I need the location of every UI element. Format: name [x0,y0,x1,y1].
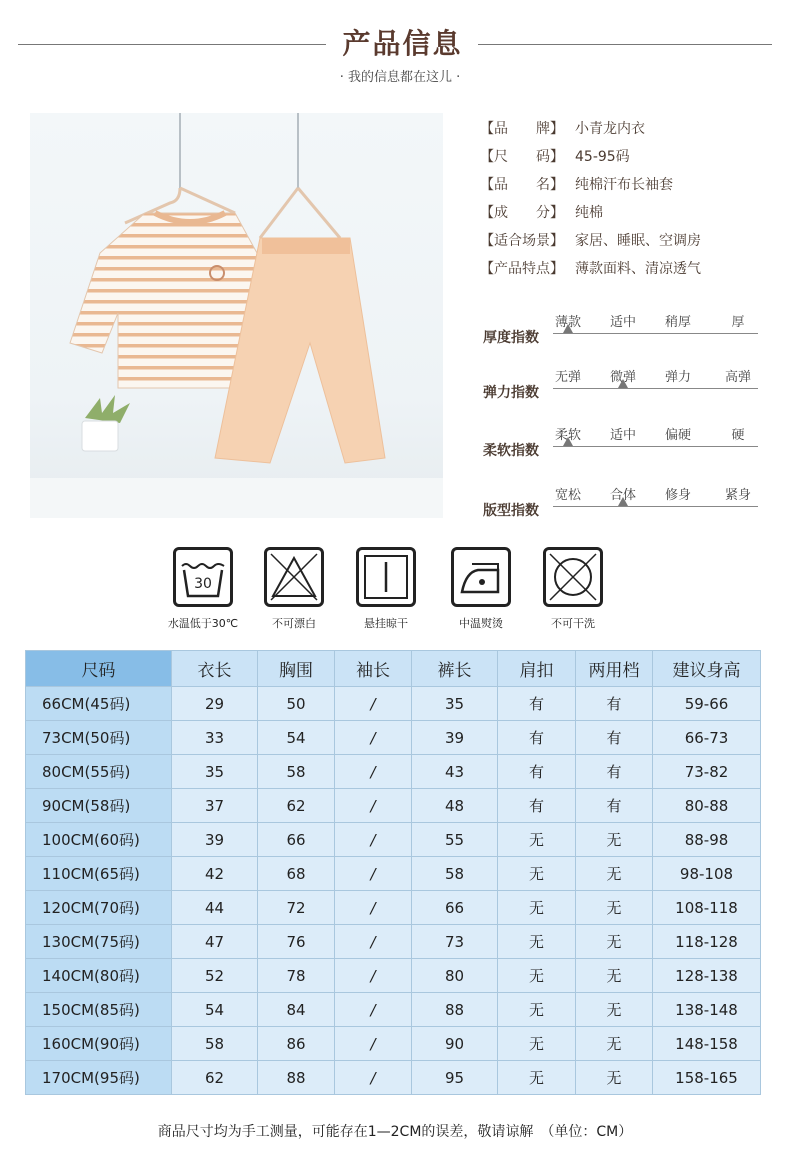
table-cell: 80 [412,959,498,993]
info-value: 纯棉汗布长袖套 [575,177,673,193]
table-cell: 有 [576,721,653,755]
table-cell: 无 [576,857,653,891]
table-cell: 无 [498,993,576,1027]
page-subtitle: · 我的信息都在这儿 · [339,70,461,85]
column-header: 裤长 [412,651,498,687]
table-cell: / [335,823,412,857]
measurement-note: 商品尺寸均为手工测量，可能存在1—2CM的误差，敬请谅解 （单位：CM） [157,1124,633,1140]
table-row [26,687,761,721]
index-tick-label: 合体 [609,488,636,503]
index-tick-label: 薄款 [554,315,581,330]
hang-dry-icon [356,547,416,607]
table-cell: / [335,687,412,721]
column-header: 肩扣 [498,651,576,687]
no-dry-clean-icon [543,547,603,607]
table-cell: 有 [576,755,653,789]
info-label: 【品 名】 [480,177,564,193]
care-label: 水温低于30℃ [167,617,239,630]
info-label: 【尺 码】 [480,149,564,165]
table-cell: / [335,891,412,925]
table-cell: 58 [172,1027,258,1061]
table-cell: 有 [498,789,576,823]
table-cell: 39 [412,721,498,755]
index-tick-label: 偏硬 [664,428,691,443]
table-cell: 80CM(55码) [26,755,172,789]
table-cell: 42 [172,857,258,891]
table-cell: 88 [412,993,498,1027]
index-label: 版型指数 [483,503,539,519]
care-label: 不可干洗 [551,617,595,630]
table-cell: 140CM(80码) [26,959,172,993]
table-cell: 78 [258,959,335,993]
info-value: 纯棉 [575,205,603,221]
table-cell: 29 [172,687,258,721]
index-track [553,506,758,507]
table-cell: 88-98 [653,823,761,857]
table-cell: 无 [498,857,576,891]
table-cell: 160CM(90码) [26,1027,172,1061]
index-scale [483,420,773,470]
info-label: 【产品特点】 [480,261,564,277]
column-header: 胸围 [258,651,335,687]
column-header: 衣长 [172,651,258,687]
index-scale [483,362,773,412]
care-label: 悬挂晾干 [364,617,408,630]
table-cell: 无 [498,891,576,925]
table-cell: / [335,993,412,1027]
info-row-name [480,174,780,202]
table-cell: 无 [576,1027,653,1061]
product-info-list [480,118,780,286]
table-cell: 55 [412,823,498,857]
index-tick-label: 稍厚 [664,315,691,330]
index-scale [483,307,773,357]
info-row-material [480,202,780,230]
table-cell: 35 [172,755,258,789]
table-cell: 54 [258,721,335,755]
table-row [26,993,761,1027]
table-cell: 150CM(85码) [26,993,172,1027]
table-cell: / [335,959,412,993]
table-cell: 130CM(75码) [26,925,172,959]
table-cell: / [335,721,412,755]
info-row-scenario [480,230,780,258]
table-cell: 80-88 [653,789,761,823]
product-photo [30,113,443,518]
care-item-iron [441,547,521,631]
table-cell: 44 [172,891,258,925]
column-header: 尺码 [26,651,172,687]
table-cell: 59-66 [653,687,761,721]
table-cell: 138-148 [653,993,761,1027]
info-row-features [480,258,780,286]
plant-decoration [82,395,130,451]
table-cell: 62 [172,1061,258,1095]
table-row [26,925,761,959]
table-cell: / [335,755,412,789]
table-row [26,1061,761,1095]
table-cell: 有 [498,721,576,755]
table-cell: 66 [258,823,335,857]
table-cell: 有 [498,755,576,789]
table-cell: 58 [258,755,335,789]
table-cell: 54 [172,993,258,1027]
table-cell: 73 [412,925,498,959]
table-cell: 无 [576,823,653,857]
table-cell: / [335,789,412,823]
table-cell: 90CM(58码) [26,789,172,823]
index-tick-label: 弹力 [664,370,691,385]
info-value: 薄款面料、清凉透气 [575,261,701,277]
table-cell: 66 [412,891,498,925]
care-item-hang [346,547,426,631]
care-item-wash [163,547,243,631]
table-row [26,789,761,823]
index-tick-label: 微弹 [609,370,636,385]
table-row [26,823,761,857]
index-tick-label: 宽松 [554,488,581,503]
table-cell: 73CM(50码) [26,721,172,755]
table-cell: 158-165 [653,1061,761,1095]
index-track [553,388,758,389]
index-tick-label: 无弹 [554,370,581,385]
table-row [26,959,761,993]
table-cell: / [335,857,412,891]
table-row [26,857,761,891]
table-row [26,755,761,789]
index-marker-icon [563,324,573,333]
table-cell: 无 [498,1061,576,1095]
table-cell: 84 [258,993,335,1027]
table-row [26,721,761,755]
column-header: 建议身高 [653,651,761,687]
table-cell: / [335,1027,412,1061]
info-label: 【适合场景】 [480,233,564,249]
column-header: 两用档 [576,651,653,687]
table-cell: 无 [498,959,576,993]
table-cell: 68 [258,857,335,891]
table-cell: / [335,925,412,959]
page-title: 产品信息 [342,27,463,60]
table-cell: 有 [498,687,576,721]
care-item-bleach [254,547,334,631]
table-cell: 无 [576,993,653,1027]
table-cell: 120CM(70码) [26,891,172,925]
info-row-size [480,146,780,174]
table-cell: 无 [576,959,653,993]
header-divider-left [18,44,326,45]
table-cell: 无 [498,823,576,857]
table-cell: 170CM(95码) [26,1061,172,1095]
table-cell: 43 [412,755,498,789]
care-item-dryclean [533,547,613,631]
table-cell: 66-73 [653,721,761,755]
table-cell: 无 [576,891,653,925]
table-cell: 39 [172,823,258,857]
table-cell: 66CM(45码) [26,687,172,721]
section-header [0,18,790,88]
table-cell: 62 [258,789,335,823]
table-cell: 88 [258,1061,335,1095]
table-cell: 95 [412,1061,498,1095]
index-scale [483,480,773,530]
index-tick-label: 适中 [609,315,636,330]
table-cell: 148-158 [653,1027,761,1061]
index-label: 厚度指数 [483,330,539,346]
table-cell: 无 [576,1061,653,1095]
index-tick-label: 高弹 [724,370,751,385]
table-cell: 50 [258,687,335,721]
size-table-header [26,651,761,687]
care-label: 不可漂白 [272,617,316,630]
column-header: 袖长 [335,651,412,687]
index-tick-label: 厚 [731,315,745,330]
table-cell: 90 [412,1027,498,1061]
table-cell: 58 [412,857,498,891]
table-cell: 47 [172,925,258,959]
table-cell: 33 [172,721,258,755]
info-label: 【品 牌】 [480,121,564,137]
table-row [26,891,761,925]
wash-30-icon [173,547,233,607]
table-cell: 98-108 [653,857,761,891]
table-cell: 无 [498,1027,576,1061]
table-cell: 108-118 [653,891,761,925]
header-divider-right [478,44,772,45]
index-tick-label: 柔软 [554,428,581,443]
index-marker-icon [618,497,628,506]
table-row [26,1027,761,1061]
table-cell: 有 [576,687,653,721]
care-label: 中温熨烫 [459,617,503,630]
table-cell: 118-128 [653,925,761,959]
table-cell: 128-138 [653,959,761,993]
index-label: 柔软指数 [483,443,539,459]
info-value: 45-95码 [575,149,630,165]
index-marker-icon [618,379,628,388]
index-label: 弹力指数 [483,385,539,401]
table-cell: 86 [258,1027,335,1061]
table-cell: 100CM(60码) [26,823,172,857]
table-cell: 48 [412,789,498,823]
table-cell: / [335,1061,412,1095]
index-marker-icon [563,437,573,446]
table-cell: 37 [172,789,258,823]
no-bleach-icon [264,547,324,607]
wash-temp-label: 30 [194,576,212,592]
product-illustration [30,113,443,518]
index-tick-label: 硬 [731,428,745,443]
index-tick-label: 紧身 [724,488,751,503]
table-cell: 有 [576,789,653,823]
size-table [25,650,761,1095]
table-cell: 110CM(65码) [26,857,172,891]
index-track [553,446,758,447]
table-cell: 52 [172,959,258,993]
table-cell: 无 [498,925,576,959]
table-cell: 35 [412,687,498,721]
iron-medium-icon [451,547,511,607]
table-cell: 72 [258,891,335,925]
table-cell: 73-82 [653,755,761,789]
index-tick-label: 适中 [609,428,636,443]
table-cell: 无 [576,925,653,959]
info-row-brand [480,118,780,146]
info-value: 家居、睡眠、空调房 [575,233,701,249]
index-tick-label: 修身 [664,488,691,503]
info-label: 【成 分】 [480,205,564,221]
info-value: 小青龙内衣 [575,121,645,137]
index-track [553,333,758,334]
table-cell: 76 [258,925,335,959]
